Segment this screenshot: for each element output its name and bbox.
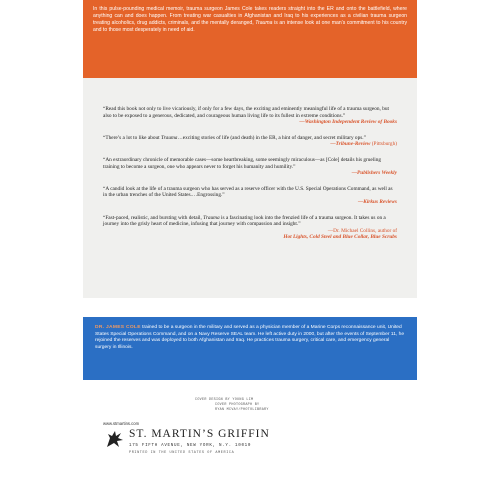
review-quote: “Fast-paced, realistic, and bursting with detail, Trauma is a fascinating look into the frenzied life of a trauma surgeon. It takes us on a journey into the grisly heart of medicine, infusing that journey with compassion and insight.” xyxy=(103,214,386,228)
review-source-extra: (Pittsburgh) xyxy=(370,141,397,148)
review-quote: “Read this book not only to live vicariously, if only for a few days, the exciting and eminently meaningful life of a trauma surgeon, but also to be exposed to a generous, dedicated, and courageous human living life to its fullest in extreme conditions.” xyxy=(103,106,389,119)
review-quote: “An extraordinary chronicle of memorable cases—some heartbreaking, some seemingly miraculous—as [Cole] details his grueling training to become a surgeon, one who appears never to forget his humanity and humility.” xyxy=(103,156,381,170)
summary-band xyxy=(83,0,417,78)
review-source-books: Hot Lights, Cold Steel and Blue Collar, Blue Scrubs xyxy=(283,234,397,241)
review-source: —Kirkus Reviews xyxy=(358,198,397,205)
summary-book-title: Trauma xyxy=(255,20,273,27)
review-source: —Washington Independent Review of Books xyxy=(299,119,397,126)
author-bio-text: DR. JAMES COLE trained to be a surgeon in the military and served as a physician member of a Marine Corps reconnaissance unit, United States Special Operations Command, and on a Navy Reserve SEAL team. He left active duty in 2000, but after the events of September 11, he rejoined the reserves and was deployed to both Afghanistan and Iraq. He practices trauma surgery, critical care, and emergency general surgery in Illinois. xyxy=(95,325,405,350)
reviews-list xyxy=(103,106,397,250)
review-source: —Dr. Michael Collins, author of xyxy=(327,227,397,234)
summary-text: In this pulse-pounding medical memoir, trauma surgeon James Cole takes readers straight into the ER and onto the battlefield, where anything can and does happen. From treating war casualties in Afghanistan and Iraq to his experiences as a civilian trauma surgeon treating alcoholics, drug addicts, criminals, and the mentally deranged, Trauma is an intense look at one man’s commitment to his country and to those most desperately in need of aid. xyxy=(93,6,408,34)
review-item xyxy=(103,157,397,177)
author-bio-band xyxy=(83,317,417,380)
review-item xyxy=(103,106,397,126)
book-back-cover xyxy=(83,0,417,500)
review-quote: “A candid look at the life of a trauma surgeon who has served as a reserve officer with the U.S. Special Operations Command, as well as in the urban trenches of the United States.…Engrossing.” xyxy=(103,185,393,199)
publisher-url: www.stmartins.com xyxy=(103,421,140,426)
publisher-address: 175 FIFTH AVENUE, NEW YORK, N.Y. 10010 xyxy=(129,444,252,448)
publisher-name: ST. MARTIN’S GRIFFIN xyxy=(129,428,270,440)
cover-credits xyxy=(149,398,349,413)
griffin-logo-icon xyxy=(104,428,126,450)
printed-in-notice: PRINTED IN THE UNITED STATES OF AMERICA xyxy=(129,451,235,455)
review-item xyxy=(103,135,397,148)
review-item xyxy=(103,186,397,206)
author-name: DR. JAMES COLE xyxy=(95,325,141,330)
review-quote: “There’s a lot to like about Trauma…exciting stories of life (and death) in the ER, a hint of danger, and secret military ops.” xyxy=(103,134,366,141)
review-source: —Publishers Weekly xyxy=(351,170,397,177)
review-source: —Tribune-Review xyxy=(330,141,371,148)
cover-design-credit: COVER DESIGN BY YOUNG LIM xyxy=(195,398,254,402)
cover-photo-credit-line1: COVER PHOTOGRAPH BY xyxy=(215,403,260,407)
review-item xyxy=(103,215,397,241)
cover-photo-credit-line2: RYAN MCVAY/PHOTOLIBRARY xyxy=(215,408,269,412)
